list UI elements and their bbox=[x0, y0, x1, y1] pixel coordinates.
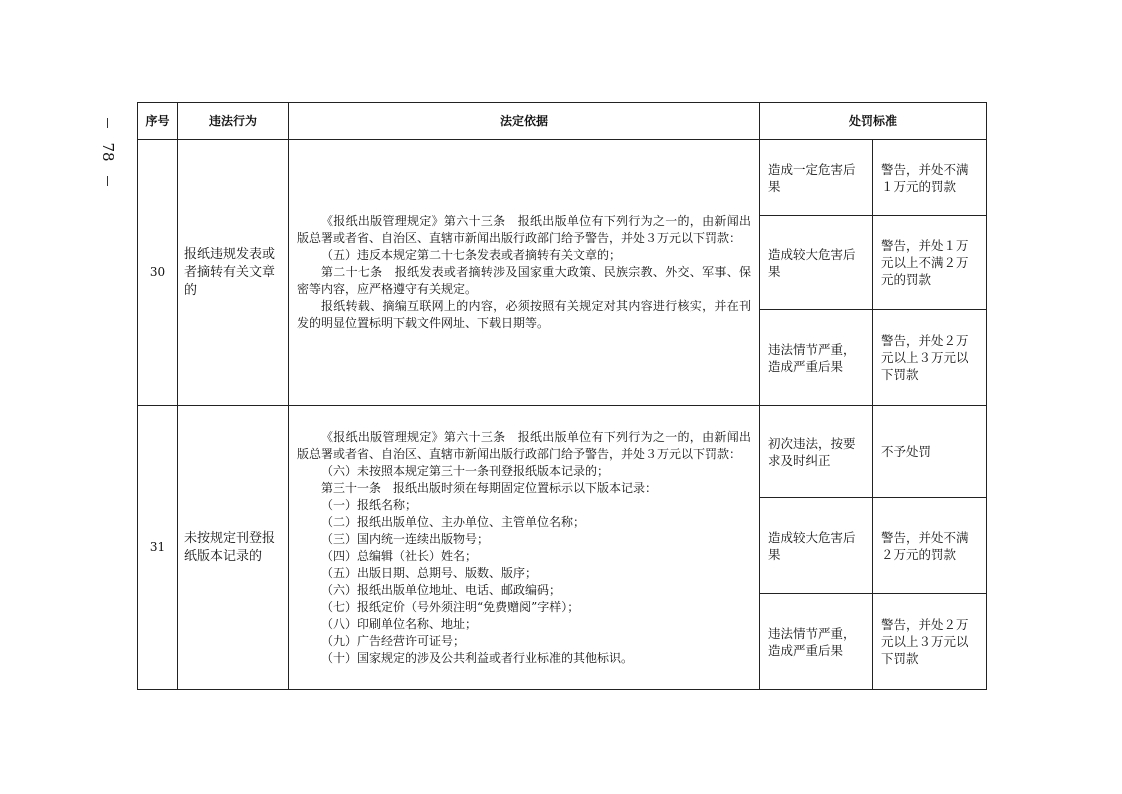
header-number: 序号 bbox=[138, 103, 178, 140]
basis-paragraph: 第三十一条 报纸出版时须在每期固定位置标示以下版本记录： bbox=[321, 480, 658, 495]
basis-paragraph: （二）报纸出版单位、主办单位、主管单位名称； bbox=[321, 514, 586, 529]
page-number: 78 bbox=[99, 142, 117, 162]
violation-act: 未按规定刊登报纸版本记录的 bbox=[178, 406, 289, 690]
basis-paragraph: 报纸转载、摘编互联网上的内容，必须按照有关规定对其内容进行核实，并在刊发的明显位置标明下载文件网址、下载日期等。 bbox=[297, 299, 751, 330]
penalty-amount: 警告，并处不满２万元的罚款 bbox=[873, 498, 987, 594]
basis-paragraph: 第二十七条 报纸发表或者摘转涉及国家重大政策、民族宗教、外交、军事、保密等内容，应严格遵守有关规定。 bbox=[297, 265, 751, 296]
penalty-amount: 警告，并处２万元以上３万元以下罚款 bbox=[873, 594, 987, 690]
basis-paragraph: （三）国内统一连续出版物号； bbox=[321, 531, 490, 546]
basis-paragraph: （五）违反本规定第二十七条发表或者摘转有关文章的； bbox=[321, 248, 622, 262]
legal-basis bbox=[289, 406, 760, 690]
penalty-amount: 不予处罚 bbox=[873, 406, 987, 498]
basis-paragraph: （六）未按照本规定第三十一条刊登报纸版本记录的； bbox=[321, 463, 610, 478]
page-number-dash-bottom bbox=[107, 176, 108, 186]
basis-paragraph: （六）报纸出版单位地址、电话、邮政编码； bbox=[321, 582, 562, 597]
penalty-standards-table bbox=[137, 102, 987, 690]
table-header-row bbox=[138, 103, 987, 140]
row-number: 30 bbox=[138, 140, 178, 406]
penalty-condition: 造成一定危害后果 bbox=[760, 140, 873, 216]
penalty-condition: 违法情节严重，造成严重后果 bbox=[760, 594, 873, 690]
row-number: 31 bbox=[138, 406, 178, 690]
basis-paragraph: （七）报纸定价（号外须注明“免费赠阅”字样）； bbox=[321, 599, 580, 614]
basis-paragraph: （一）报纸名称； bbox=[321, 497, 418, 512]
table-row bbox=[138, 140, 987, 216]
header-penalty-standard: 处罚标准 bbox=[760, 103, 987, 140]
penalty-condition: 造成较大危害后果 bbox=[760, 498, 873, 594]
basis-paragraph: 《报纸出版管理规定》第六十三条 报纸出版单位有下列行为之一的，由新闻出版总署或者省、自治区、直辖市新闻出版行政部门给予警告，并处３万元以下罚款： bbox=[297, 214, 751, 245]
penalty-amount: 警告，并处１万元以上不满２万元的罚款 bbox=[873, 216, 987, 310]
basis-paragraph: 《报纸出版管理规定》第六十三条 报纸出版单位有下列行为之一的，由新闻出版总署或者省、自治区、直辖市新闻出版行政部门给予警告，并处３万元以下罚款： bbox=[297, 429, 751, 461]
basis-paragraph: （五）出版日期、总期号、版数、版序； bbox=[321, 565, 538, 580]
penalty-condition: 初次违法，按要求及时纠正 bbox=[760, 406, 873, 498]
violation-act: 报纸违规发表或者摘转有关文章的 bbox=[178, 140, 289, 406]
penalty-amount: 警告，并处２万元以上３万元以下罚款 bbox=[873, 310, 987, 406]
penalty-condition: 造成较大危害后果 bbox=[760, 216, 873, 310]
header-violation: 违法行为 bbox=[178, 103, 289, 140]
page-number-dash-top bbox=[107, 118, 108, 128]
header-legal-basis: 法定依据 bbox=[289, 103, 760, 140]
table-row bbox=[138, 406, 987, 498]
page-number-marker bbox=[96, 118, 120, 188]
penalty-condition: 违法情节严重，造成严重后果 bbox=[760, 310, 873, 406]
basis-paragraph: （八）印刷单位名称、地址； bbox=[321, 616, 478, 631]
legal-basis bbox=[289, 140, 760, 406]
basis-paragraph: （十）国家规定的涉及公共利益或者行业标准的其他标识。 bbox=[321, 650, 634, 665]
basis-paragraph: （九）广告经营许可证号； bbox=[321, 633, 466, 648]
penalty-amount: 警告，并处不满１万元的罚款 bbox=[873, 140, 987, 216]
basis-paragraph: （四）总编辑（社长）姓名； bbox=[321, 548, 478, 563]
